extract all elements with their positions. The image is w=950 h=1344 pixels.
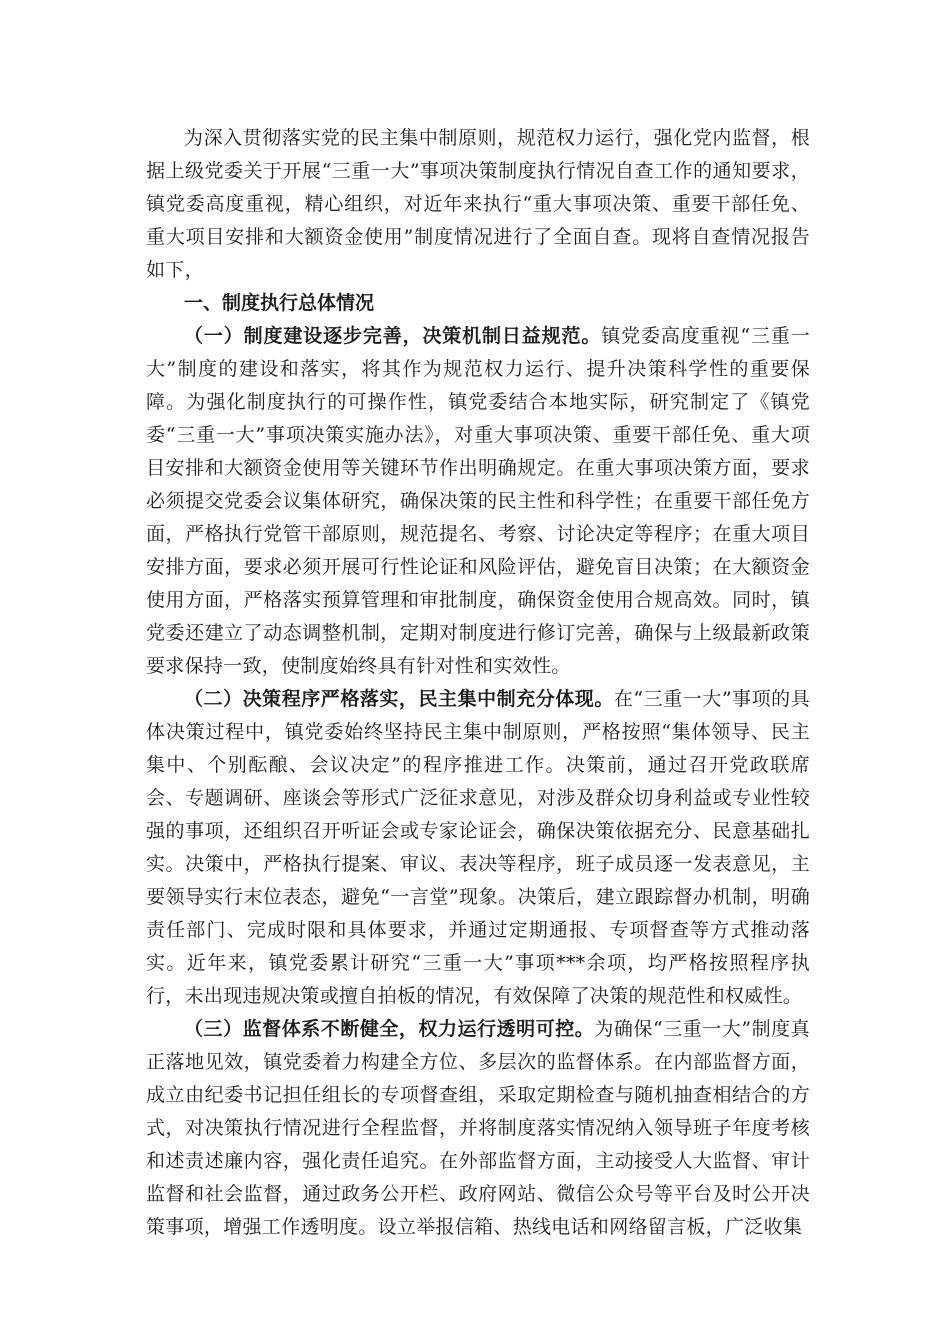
document-page [146, 122, 810, 1244]
item-paragraph-2 [146, 683, 810, 1013]
item-paragraph-1 [146, 320, 810, 683]
item-lead-2: （二）决策程序严格落实，民主集中制充分体现。 [184, 688, 614, 710]
item-lead-3: （三）监督体系不断健全，权力运行透明可控。 [184, 1018, 595, 1040]
item-body-3: 为确保“三重一大”制度真正落地见效，镇党委着力构建全方位、多层次的监督体系。在内部监督方面，成立由纪委书记担任组长的专项督查组，采取定期检查与随机抽查相结合的方式，对决策执行情况进行全程监督，并将制度落实情况纳入领导班子年度考核和述责述廉内容，强化责任追究。在外部监督方面，主动接受人大监督、审计监督和社会监督，通过政务公开栏、政府网站、微信公众号等平台及时公开决策事项，增强工作透明度。设立举报信箱、热线电话和网络留言板，广泛收集 [146, 1018, 810, 1238]
item-paragraph-3 [146, 1013, 810, 1244]
section-heading: 一、制度执行总体情况 [184, 292, 375, 314]
intro-paragraph: 为深入贯彻落实党的民主集中制原则，规范权力运行，强化党内监督，根据上级党委关于开展“三重一大”事项决策制度执行情况自查工作的通知要求，镇党委高度重视，精心组织，对近年来执行“重大事项决策、重要干部任免、重大项目安排和大额资金使用”制度情况进行了全面自查。现将自查情况报告如下， [146, 127, 810, 281]
item-lead-1: （一）制度建设逐步完善，决策机制日益规范。 [184, 325, 602, 347]
item-body-2: 在“三重一大”事项的具体决策过程中，镇党委始终坚持民主集中制原则，严格按照“集体领导、民主集中、个别酝酿、会议决定”的程序推进工作。决策前，通过召开党政联席会、专题调研、座谈会等形式广泛征求意见，对涉及群众切身利益或专业性较强的事项，还组织召开听证会或专家论证会，确保决策依据充分、民意基础扎实。决策中，严格执行提案、审议、表决等程序，班子成员逐一发表意见，主要领导实行末位表态，避免“一言堂”现象。决策后，建立跟踪督办机制，明确责任部门、完成时限和具体要求，并通过定期通报、专项督查等方式推动落实。近年来，镇党委累计研究“三重一大”事项***余项，均严格按照程序执行，未出现违规决策或擅自拍板的情况，有效保障了决策的规范性和权威性。 [146, 688, 810, 1007]
item-body-1: 镇党委高度重视“三重一大”制度的建设和落实，将其作为规范权力运行、提升决策科学性的重要保障。为强化制度执行的可操作性，镇党委结合本地实际，研究制定了《镇党委“三重一大”事项决策实施办法》，对重大事项决策、重要干部任免、重大项目安排和大额资金使用等关键环节作出明确规定。在重大事项决策方面，要求必须提交党委会议集体研究，确保决策的民主性和科学性；在重要干部任免方面，严格执行党管干部原则，规范提名、考察、讨论决定等程序；在重大项目安排方面，要求必须开展可行性论证和风险评估，避免盲目决策；在大额资金使用方面，严格落实预算管理和审批制度，确保资金使用合规高效。同时，镇党委还建立了动态调整机制，定期对制度进行修订完善，确保与上级最新政策要求保持一致，使制度始终具有针对性和实效性。 [146, 325, 810, 677]
